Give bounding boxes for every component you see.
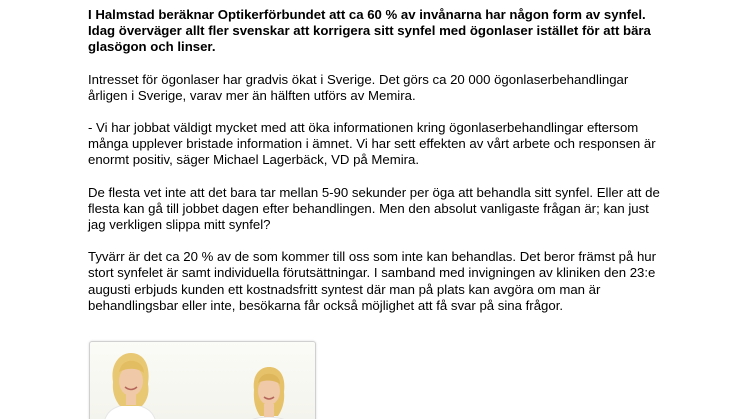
paragraph-3: De flesta vet inte att det bara tar mellan 5-90 sekunder per öga att behandla sitt synfel. Eller att de flesta kan gå till jobbet dagen efter behandlingen. Men den absolut vanligaste frågan är; kan just jag verkligen slippa mitt synfel?: [88, 184, 660, 233]
paragraph-2: - Vi har jobbat väldigt mycket med att öka informationen kring ögonlaserbehandlingar eftersom många upplever bristade information i ämnet. Vi har sett effekten av vårt arbete och responsen är enormt positiv, säger Michael Lagerbäck, VD på Memira.: [88, 120, 656, 168]
article-lead: I Halmstad beräknar Optikerförbundet att ca 60 % av invånarna har någon form av synfel. Idag överväger allt fler svenskar att korrigera sitt synfel med ögonlaser istället för att bära glasögon och linser.: [88, 7, 651, 55]
paragraph-gap: [88, 104, 668, 120]
staff-photo: [89, 341, 316, 419]
paragraph-gap: [88, 169, 668, 185]
article-body: [88, 7, 668, 314]
paragraph-gap: [88, 56, 668, 72]
woman-right-figure: [238, 367, 298, 419]
woman-left-figure: [102, 353, 158, 419]
paragraph-4: Tyvärr är det ca 20 % av de som kommer till oss som inte kan behandlas. Det beror främst på hur stort synfelet är samt individuella förutsättningar. I samband med invigningen av kliniken den 23:e augusti erbjuds kunden ett kostnadsfritt syntest där man på plats kan avgöra om man är behandlingsbar eller inte, besökarna får också möjlighet att få svar på sina frågor.: [88, 249, 657, 313]
staff-photo-illustration: [90, 342, 315, 419]
paragraph-gap: [88, 233, 668, 249]
paragraph-1: Intresset för ögonlaser har gradvis ökat i Sverige. Det görs ca 20 000 ögonlaserbehandlingar årligen i Sverige, varav mer än hälften utförs av Memira.: [88, 71, 629, 103]
